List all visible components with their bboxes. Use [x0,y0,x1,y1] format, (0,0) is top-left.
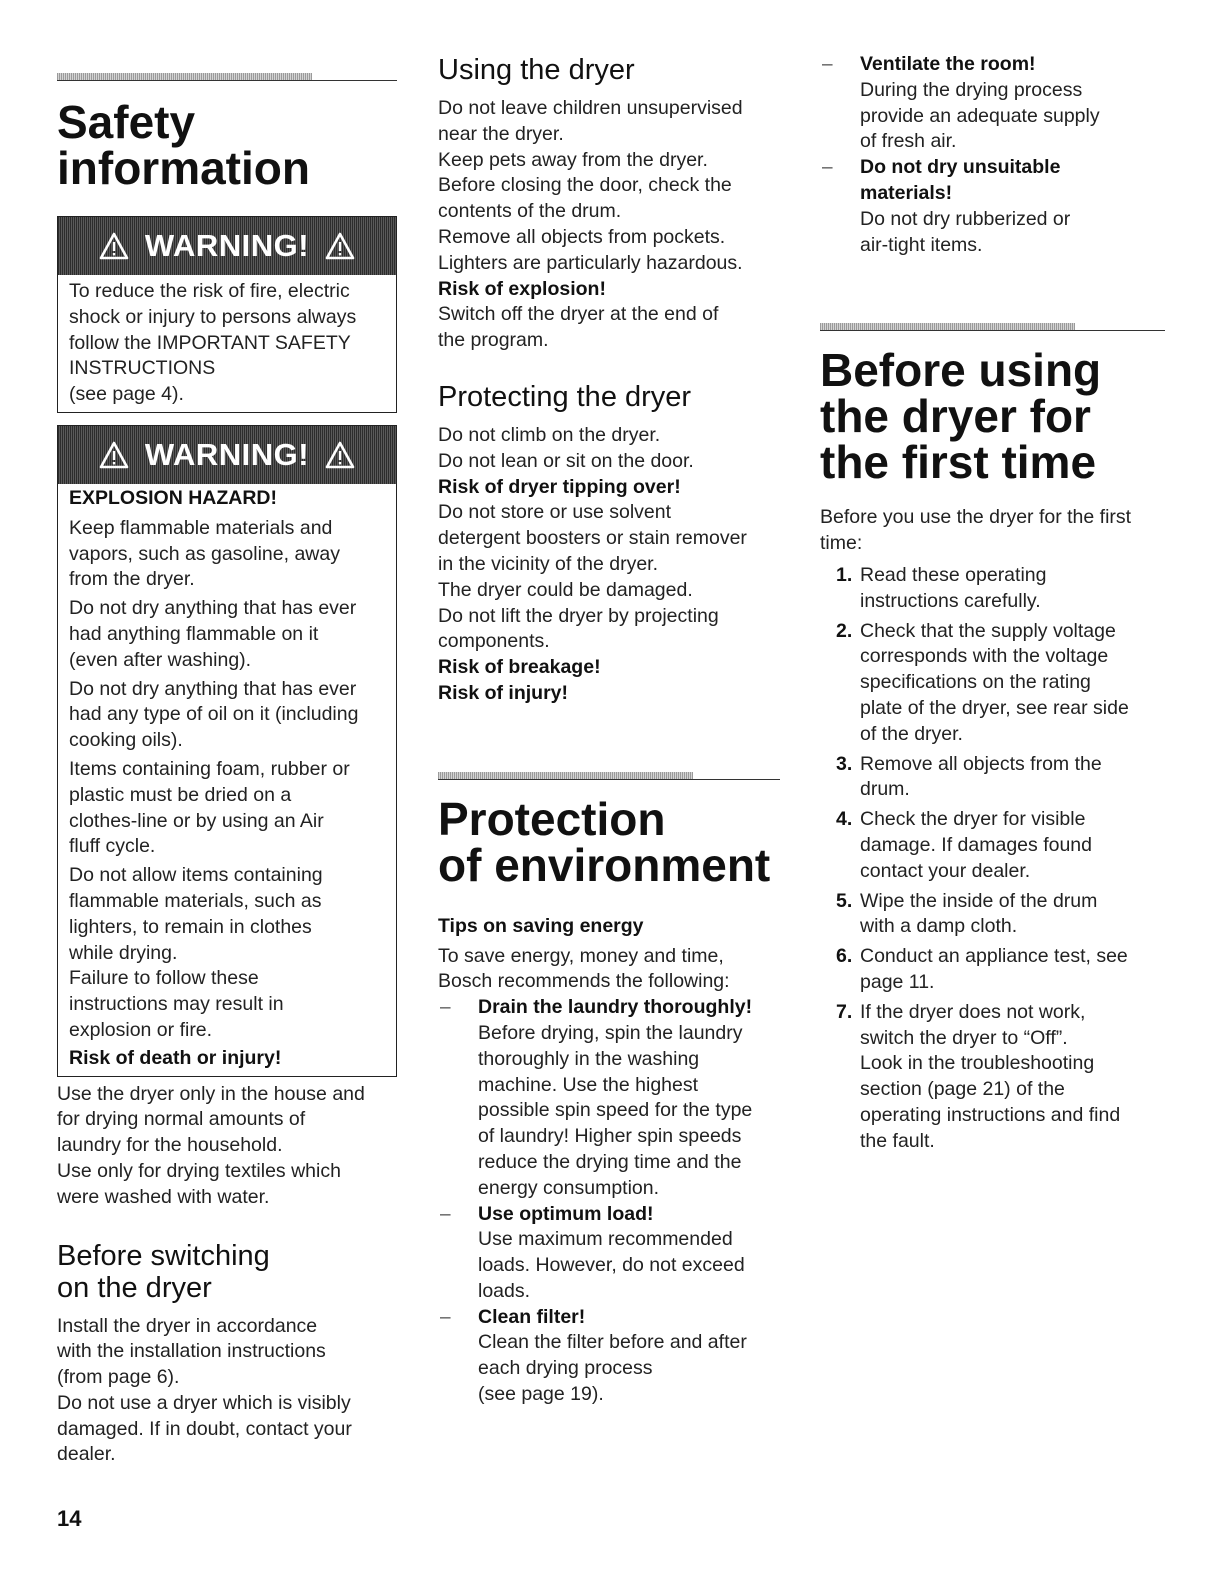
warning-box-explosion [57,425,397,1077]
section-title-before-switching: Before switching on the dryer [57,1239,270,1304]
list-item: – Use optimum load! Use maximum recommended loads. However, do not exceed loads. [440,1202,745,1302]
section-title-protecting: Protecting the dryer [438,380,692,413]
risk-warning: Risk of death or injury! [69,1046,282,1069]
list-item: 5. Wipe the inside of the drum with a damp cloth. [836,889,1098,938]
warning-label: WARNING! [144,436,310,472]
usage-paragraph: Use the dryer only in the house and for drying normal amounts of laundry for the household. Use only for drying textiles which were washed with water. [57,1082,365,1208]
warning-triangle-icon [99,232,129,260]
hazard-heading: EXPLOSION HAZARD! [69,486,278,509]
section-title-environment: Protection of environment [438,792,771,891]
warning-banner [58,217,396,275]
warning-triangle-icon [99,441,129,469]
before-switching-paragraph: Install the dryer in accordance with the installation instructions (from page 6). Do not use a dryer which is visibly damaged. If in doubt, contact your dealer. [57,1314,352,1466]
risk-warning: Risk of injury! [438,681,569,704]
first-time-intro: Before you use the dryer for the first time: [820,506,1132,555]
warning-text: To reduce the risk of fire, electric shock or injury to persons always follow the IMPORTANT SAFETY INSTRUCTIONS (see page 4). [69,280,357,406]
warning-banner [58,426,396,484]
list-item: 2. Check that the supply voltage corresponds with the voltage specifications on the rating plate of the dryer, see rear side of the dryer. [836,619,1129,745]
hazard-paragraph: Do not dry anything that has ever had anything flammable on it (even after washing). [69,597,357,671]
risk-warning: Risk of breakage! [438,656,601,679]
protecting-paragraph: Do not climb on the dryer. Do not lean or sit on the door. [438,423,694,472]
section-title-using: Using the dryer [438,54,635,86]
column-left [57,0,397,1468]
warning-label: WARNING! [144,228,310,263]
section-title-safety: Safety information [57,96,310,194]
list-item: – Do not dry unsuitable materials! Do not dry rubberized or air-tight items. [822,156,1071,256]
warning-triangle-icon [325,441,355,469]
section-title-first-time: Before using the dryer for the first time [820,344,1102,489]
list-item: 7. If the dryer does not work, switch the dryer to “Off”. Look in the troubleshooting section (page 21) of the operating instructions and find the fault. [836,1000,1121,1152]
list-item: – Drain the laundry thoroughly! Before drying, spin the laundry thoroughly in the washing machine. Use the highest possible spin speed for the type of laundry! Higher spin speeds reduce the drying time and the energy consumption. [440,996,753,1199]
first-time-steps [820,563,1165,1155]
list-item: – Clean filter! Clean the filter before and after each drying process (see page 19). [440,1305,747,1406]
column-middle [438,0,780,1408]
hazard-paragraph: Keep flammable materials and vapors, such as gasoline, away from the dryer. [69,516,340,591]
tips-intro: To save energy, money and time, Bosch recommends the following: [438,944,730,993]
using-paragraph: Switch off the dryer at the end of the program. [438,303,719,352]
protecting-paragraph: Do not store or use solvent detergent boosters or stain remover in the vicinity of the dryer. The dryer could be damaged. Do not lift the dryer by projecting components. [438,501,747,653]
list-item: 4. Check the dryer for visible damage. If damages found contact your dealer. [836,808,1092,882]
list-item: 3. Remove all objects from the drum. [836,752,1102,801]
hazard-paragraph: Do not allow items containing flammable materials, such as lighters, to remain in clothes while drying. Failure to follow these instructions may result in explosion or fire. [69,864,323,1041]
section-rule [438,771,780,780]
column-right [820,0,1165,1159]
tips-heading: Tips on saving energy [438,914,644,937]
section-rule [820,322,1165,331]
warning-box-general [57,216,397,413]
energy-tips-list [438,995,780,1408]
risk-warning: Risk of explosion! [438,277,606,300]
hazard-paragraph: Do not dry anything that has ever had any type of oil on it (including cooking oils). [69,677,359,752]
list-item: 1. Read these operating instructions carefully. [836,563,1047,612]
warning-text [58,484,396,1076]
list-item: – Ventilate the room! During the drying process provide an adequate supply of fresh air. [822,53,1100,153]
ventilation-tips-list [820,52,1165,258]
warning-triangle-icon [325,232,355,260]
hazard-paragraph: Items containing foam, rubber or plastic must be dried on a clothes-line or by using an Air fluff cycle. [69,757,350,858]
section-rule [57,72,397,81]
risk-warning: Risk of dryer tipping over! [438,475,681,498]
using-paragraph: Do not leave children unsupervised near the dryer. Keep pets away from the dryer. Before closing the door, check the contents of the drum. Remove all objects from pockets. Lighters are particularly hazardous. [438,97,743,274]
list-item: 6. Conduct an appliance test, see page 11. [836,945,1128,993]
page-number: 14 [57,1506,82,1531]
